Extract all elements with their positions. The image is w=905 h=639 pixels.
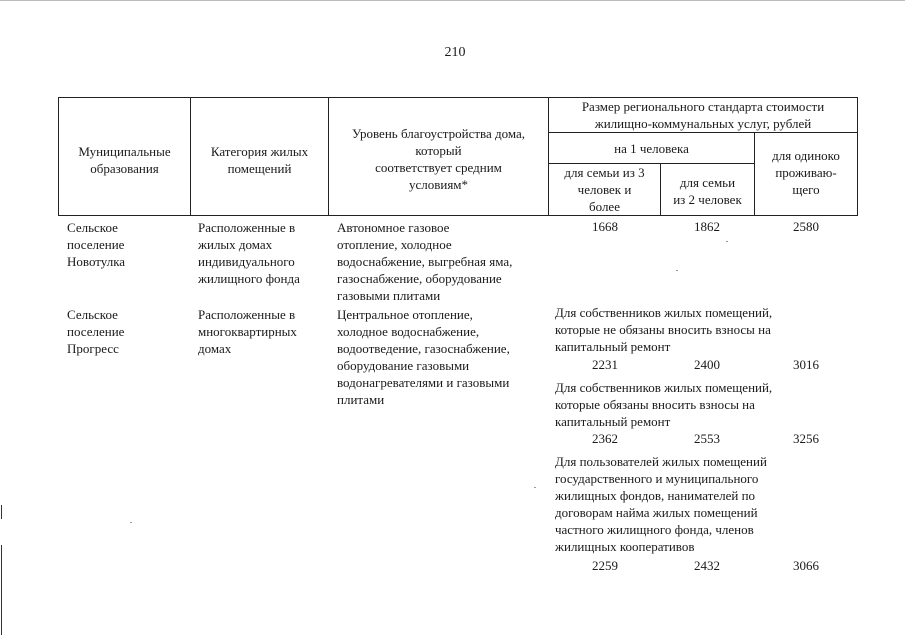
scan-top-edge <box>0 0 905 1</box>
row1-value-family3: 1668 <box>592 219 618 234</box>
header-family2: для семьи из 2 человек <box>673 175 742 207</box>
scan-speck <box>534 487 536 488</box>
row2-group3-value-family2: 2432 <box>694 558 720 573</box>
row2-group1-note: Для собственников жилых помещений, которые не обязаны вносить взносы на капитальный ремонт <box>555 305 773 354</box>
row2-category: Расположенные в многоквартирных домах <box>198 307 297 356</box>
header-family3: для семьи из 3 человек и более <box>564 165 645 214</box>
row2-group2-value-family2: 2553 <box>694 431 720 446</box>
row1-value-single: 2580 <box>793 219 819 234</box>
header-group-title: Размер регионального стандарта стоимости жилищно-коммунальных услуг, рублей <box>581 99 825 131</box>
scan-speck <box>130 522 132 523</box>
row2-group1-value-family2: 2400 <box>694 357 720 372</box>
header-municipality: Муниципальные образования <box>78 144 171 176</box>
scan-speck <box>726 241 728 242</box>
row2-group3-note: Для пользователей жилых помещений государственного и муниципального жилищных фондов, нанимателей по договорам найма жилых помещений частного жилищного фонда, членов жилищных кооперативов <box>555 454 767 554</box>
header-per-person: на 1 человека <box>614 141 689 156</box>
row1-value-family2: 1862 <box>694 219 720 234</box>
row2-group2-value-family3: 2362 <box>592 431 618 446</box>
header-category: Категория жилых помещений <box>210 144 309 176</box>
scan-speck <box>676 270 678 271</box>
row1-municipality: Сельское поселение Новотулка <box>67 220 126 269</box>
scan-margin-mark-lower <box>1 545 2 635</box>
header-level: Уровень благоустройства дома, который соответствует средним условиям* <box>351 126 526 192</box>
row1-category: Расположенные в жилых домах индивидуального жилищного фонда <box>198 220 300 286</box>
page-number: 210 <box>444 45 466 60</box>
row2-level: Центральное отопление, холодное водоснабжение, водоотведение, газоснабжение, оборудование газовыми водонагревателями и газовыми плитами <box>337 307 510 407</box>
row1-level: Автономное газовое отопление, холодное водоснабжение, выгребная яма, газоснабжение, оборудование газовыми плитами <box>337 220 513 303</box>
scan-margin-mark-upper <box>1 505 2 519</box>
row2-group2-note: Для собственников жилых помещений, которые обязаны вносить взносы на капитальный ремонт <box>555 380 773 429</box>
row2-group1-value-single: 3016 <box>793 357 819 372</box>
row2-group3-value-single: 3066 <box>793 558 819 573</box>
row2-group2-value-single: 3256 <box>793 431 819 446</box>
row2-group1-value-family3: 2231 <box>592 357 618 372</box>
row2-municipality: Сельское поселение Прогресс <box>67 307 125 356</box>
row2-group3-value-family3: 2259 <box>592 558 618 573</box>
header-single: для одиноко проживаю- щего <box>772 148 840 197</box>
